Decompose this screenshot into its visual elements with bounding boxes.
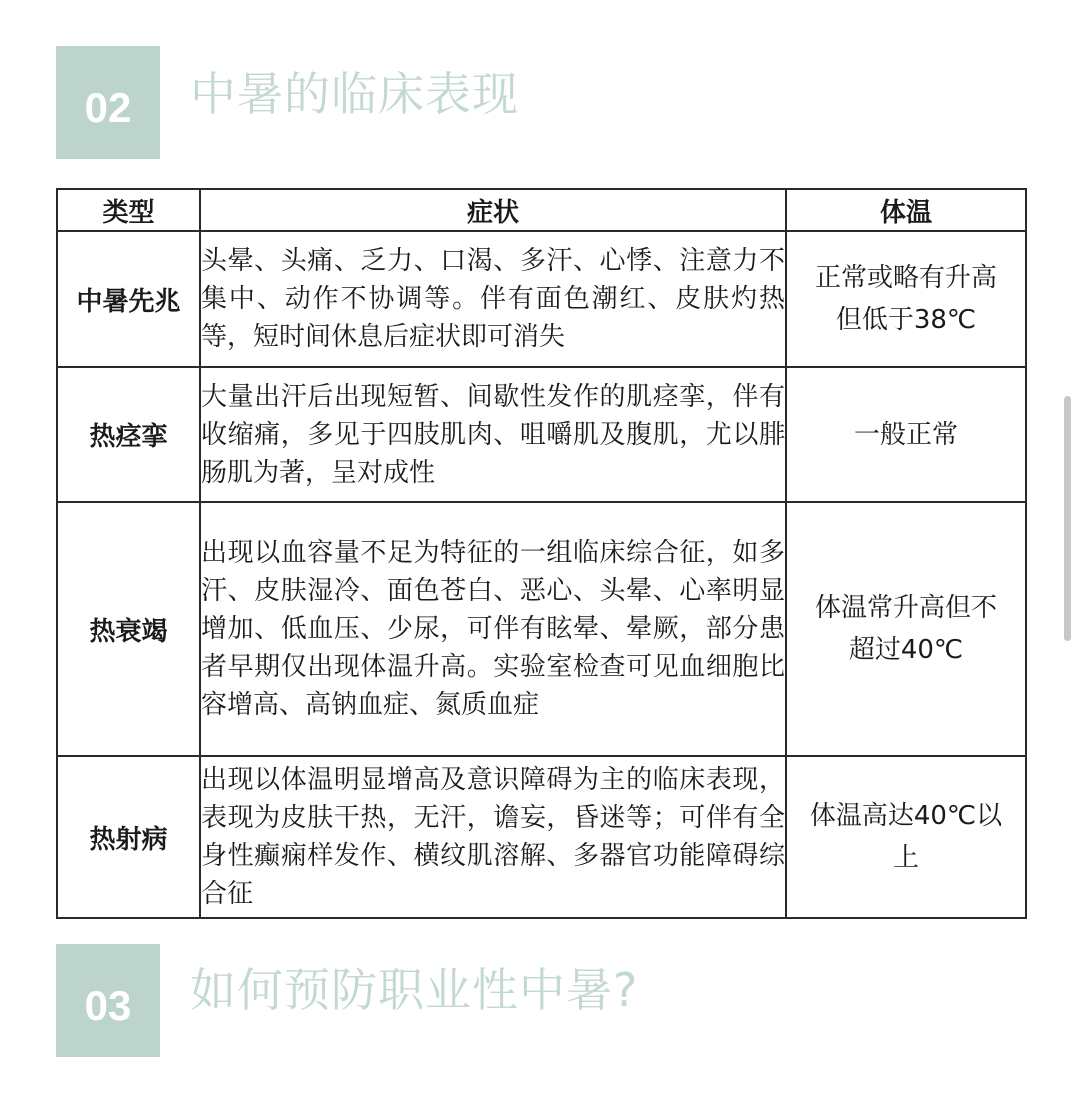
cell-symptoms: 头晕、头痛、乏力、口渴、多汗、心悸、注意力不集中、动作不协调等。伴有面色潮红、皮肤灼热等，短时间休息后症状即可消失 — [200, 231, 786, 367]
cell-type: 热衰竭 — [57, 502, 200, 756]
cell-type: 中暑先兆 — [57, 231, 200, 367]
cell-symptoms: 出现以血容量不足为特征的一组临床综合征，如多汗、皮肤湿冷、面色苍白、恶心、头晕、心率明显增加、低血压、少尿，可伴有眩晕、晕厥，部分患者早期仅出现体温升高。实验室检查可见血细胞比容增高、高钠血症、氮质血症 — [200, 502, 786, 756]
cell-temperature: 一般正常 — [786, 367, 1026, 502]
table-row — [57, 231, 1026, 367]
heatstroke-symptoms-table — [56, 188, 1027, 919]
table-row — [57, 502, 1026, 756]
cell-symptoms: 大量出汗后出现短暂、间歇性发作的肌痉挛，伴有收缩痛，多见于四肢肌肉、咀嚼肌及腹肌，尤以腓肠肌为著，呈对成性 — [200, 367, 786, 502]
table-header-row — [57, 189, 1026, 231]
cell-symptoms: 出现以体温明显增高及意识障碍为主的临床表现，表现为皮肤干热，无汗，谵妄，昏迷等；可伴有全身性癫痫样发作、横纹肌溶解、多器官功能障碍综合征 — [200, 756, 786, 918]
cell-type: 热痉挛 — [57, 367, 200, 502]
cell-type: 热射病 — [57, 756, 200, 918]
table-row — [57, 367, 1026, 502]
header-temperature: 体温 — [786, 189, 1026, 231]
cell-temperature: 正常或略有升高 但低于38℃ — [786, 231, 1026, 367]
section-title: 中暑的临床表现 — [190, 67, 519, 121]
section-number-badge: 03 — [56, 944, 160, 1057]
table-row — [57, 756, 1026, 918]
header-type: 类型 — [57, 189, 200, 231]
section-number-badge: 02 — [56, 46, 160, 159]
vertical-scrollbar[interactable] — [1064, 396, 1071, 641]
header-symptoms: 症状 — [200, 189, 786, 231]
cell-temperature: 体温常升高但不 超过40℃ — [786, 502, 1026, 756]
section-title: 如何预防职业性中暑? — [190, 963, 639, 1017]
cell-temperature: 体温高达40℃以 上 — [786, 756, 1026, 918]
